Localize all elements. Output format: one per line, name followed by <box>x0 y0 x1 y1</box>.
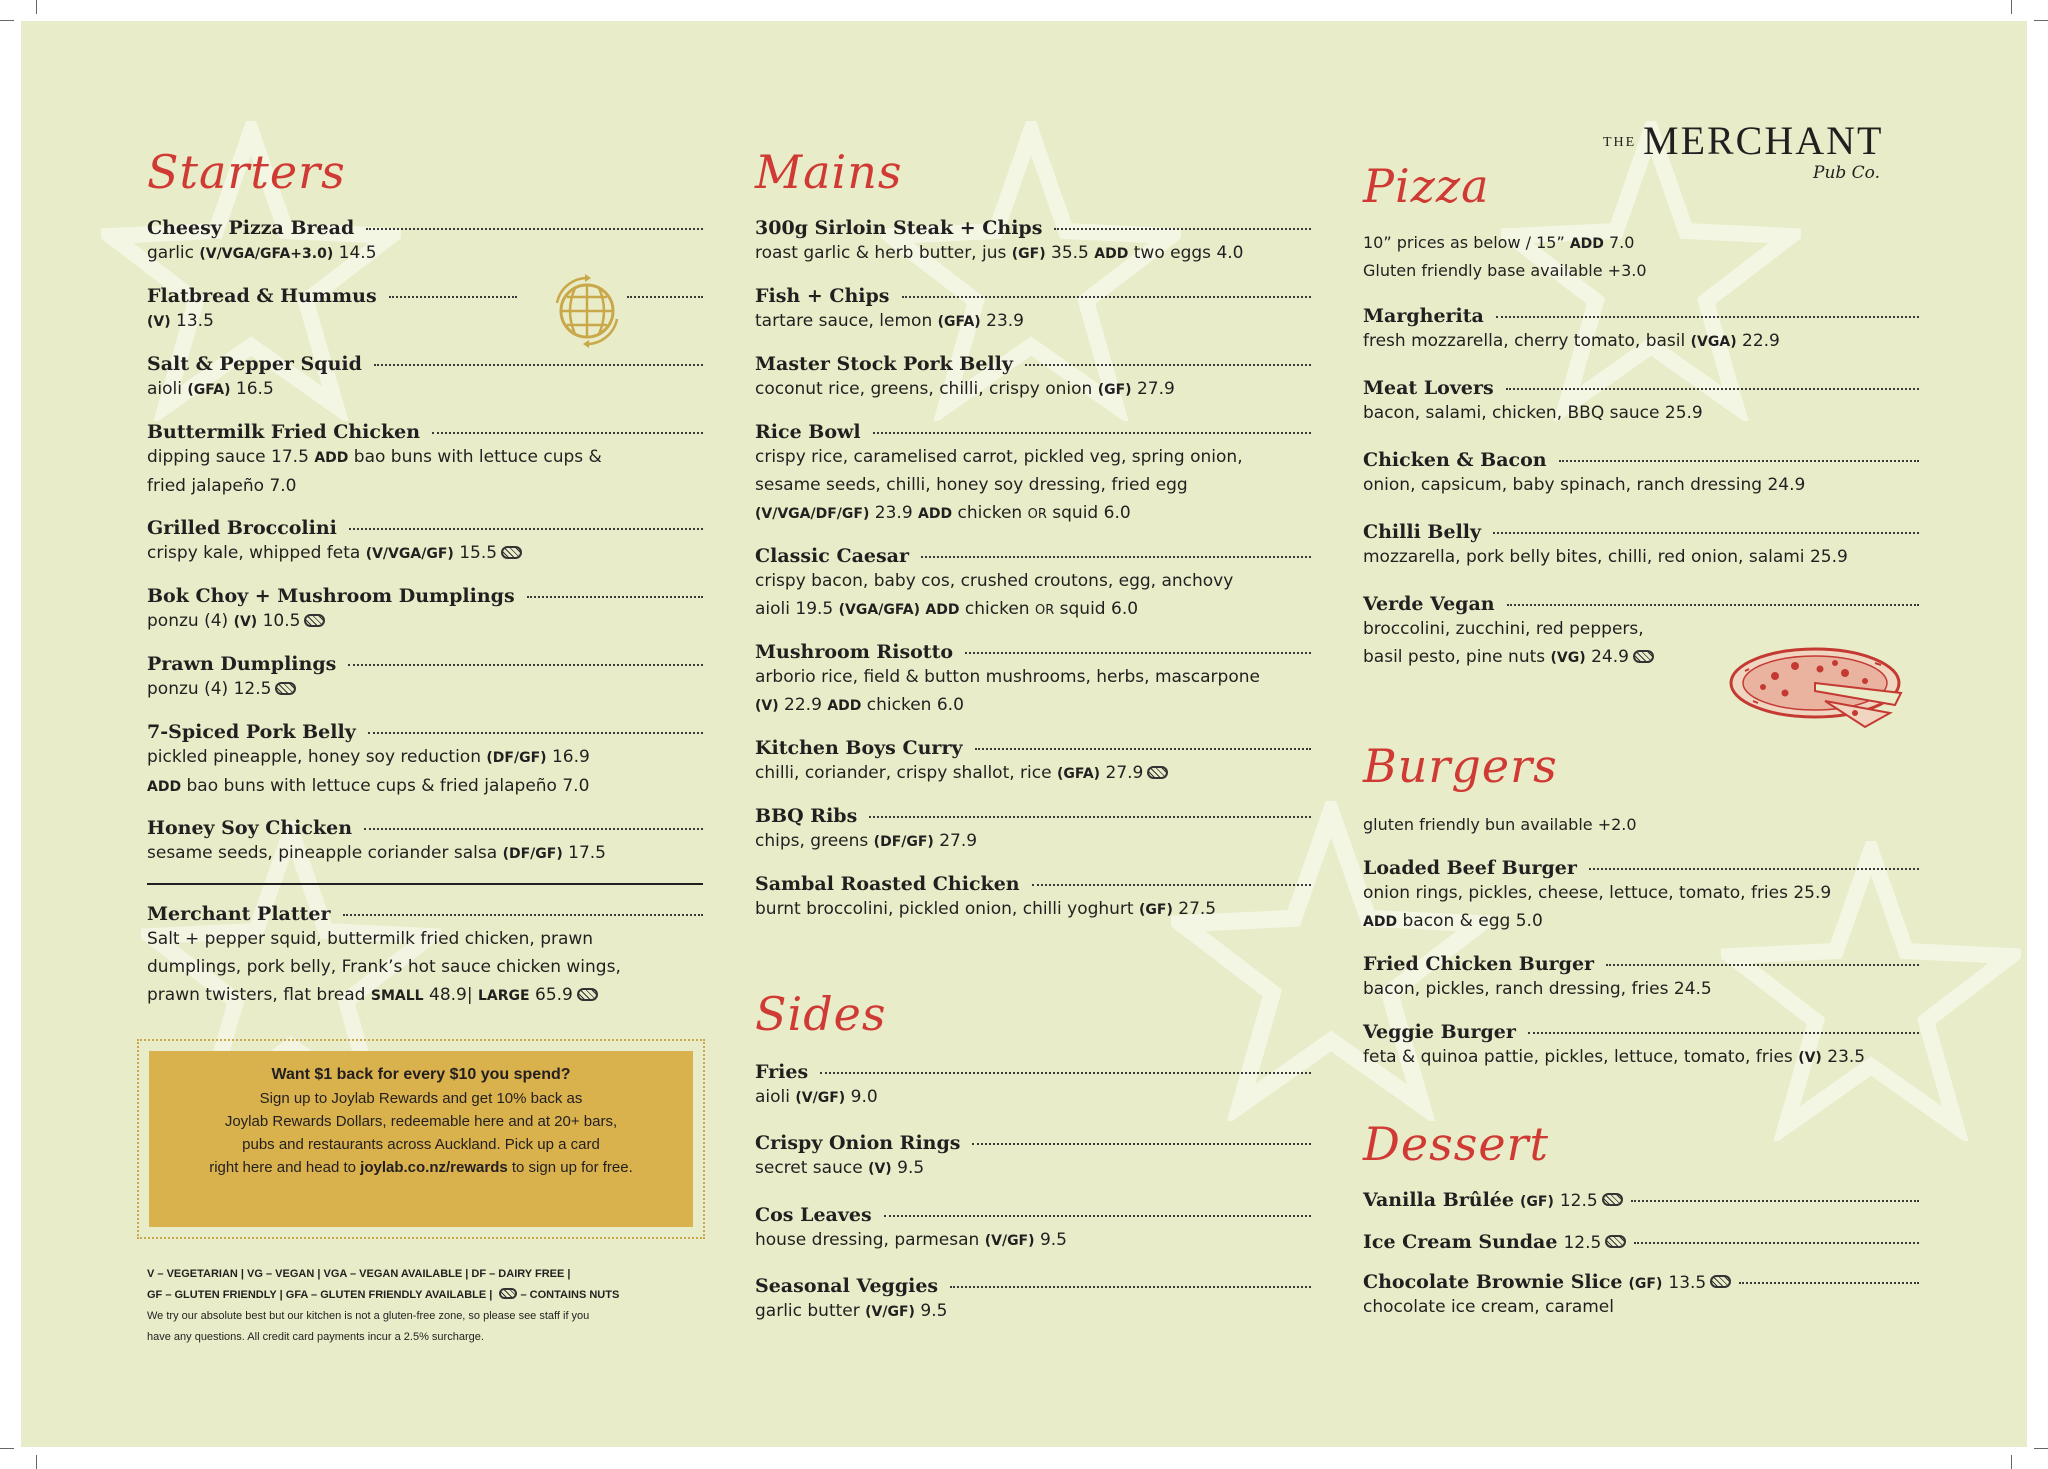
item-price: 13.5 <box>176 311 214 331</box>
item-tags: (V/GF) <box>984 1233 1035 1249</box>
item-price: 9.5 <box>1039 1230 1067 1250</box>
item-desc: crispy rice, caramelised carrot, pickled veg, spring onion, <box>755 447 1243 467</box>
item-tags: (GFA) <box>1057 766 1101 782</box>
promo-line: to sign up for free. <box>511 1159 633 1176</box>
item-price: 22.9 <box>784 695 822 715</box>
item-name: Rice Bowl <box>755 421 861 443</box>
leader-dots <box>1631 1200 1919 1202</box>
item-desc: garlic butter <box>755 1301 860 1321</box>
or-label: OR <box>1027 507 1047 522</box>
item-tags: (V) <box>755 698 779 714</box>
item-tags: (V/GF) <box>865 1304 915 1320</box>
crop-mark <box>2034 1448 2048 1449</box>
or-label: OR <box>1034 603 1055 618</box>
menu-item-master-stock-pork-belly <box>755 353 1311 404</box>
item-name: Mushroom Risotto <box>755 641 954 663</box>
leader-dots <box>1506 388 1919 390</box>
leader-dots <box>1496 316 1919 318</box>
item-tags: (V/GF) <box>795 1090 846 1106</box>
item-tags: (VG) <box>1550 650 1586 666</box>
item-price: 9.5 <box>920 1301 948 1321</box>
item-name: Classic Caesar <box>755 545 909 567</box>
menu-item-grilled-broccolini <box>147 517 703 568</box>
item-price: 27.9 <box>939 831 978 851</box>
leader-dots <box>1634 1242 1919 1244</box>
item-name: Cheesy Pizza Bread <box>147 217 355 239</box>
item-price: 27.5 <box>1178 899 1217 919</box>
menu-item-loaded-beef-burger <box>1363 857 1919 936</box>
item-desc: house dressing, parmesan <box>755 1230 980 1250</box>
item-name: Seasonal Veggies <box>755 1275 939 1297</box>
globe-icon <box>549 273 625 349</box>
burgers-heading: Burgers <box>1363 739 1558 793</box>
small-price: 48.9 <box>429 985 467 1005</box>
item-extra: chicken <box>964 599 1030 619</box>
leader-dots <box>1589 868 1919 870</box>
item-name: Prawn Dumplings <box>147 653 337 675</box>
item-desc: Salt + pepper squid, buttermilk fried chicken, prawn <box>147 929 594 949</box>
nut-icon <box>1147 766 1168 779</box>
crop-mark <box>2034 20 2048 21</box>
item-tags: (V/VGA/DF/GF) <box>755 506 870 522</box>
leader-dots <box>1054 228 1311 230</box>
item-extra: chicken 6.0 <box>866 695 964 715</box>
leader-dots <box>366 228 703 230</box>
add-label: ADD <box>827 698 862 714</box>
item-tags: (GFA) <box>937 314 981 330</box>
item-name: Loaded Beef Burger <box>1363 857 1577 879</box>
promo-line: right here and head to <box>209 1159 356 1176</box>
leader-dots <box>527 596 703 598</box>
leader-dots <box>368 732 703 734</box>
item-desc: fried jalapeño 7.0 <box>147 476 297 496</box>
leader-dots <box>972 1143 1311 1145</box>
menu-item-fish-chips <box>755 285 1311 336</box>
item-price: 35.5 <box>1051 243 1089 263</box>
add-label: ADD <box>918 506 953 522</box>
item-extra: chicken <box>957 503 1023 523</box>
legend-note: have any questions. All credit card payments incur a 2.5% surcharge. <box>147 1331 484 1343</box>
leader-dots <box>1559 460 1919 462</box>
nut-icon <box>1605 1235 1626 1248</box>
pizza-note-price: 7.0 <box>1609 233 1635 252</box>
item-tags: (V) <box>1798 1050 1822 1066</box>
nut-icon <box>304 614 325 627</box>
item-desc: aioli <box>147 379 182 399</box>
item-tags: (GF) <box>1628 1276 1663 1292</box>
leader-dots <box>1528 1032 1919 1034</box>
item-tags: (V) <box>868 1161 892 1177</box>
item-desc: burnt broccolini, pickled onion, chilli yoghurt <box>755 899 1134 919</box>
leader-dots <box>873 432 1311 434</box>
leader-dots <box>975 748 1312 750</box>
item-desc: arborio rice, field & button mushrooms, herbs, mascarpone <box>755 667 1260 687</box>
leader-dots <box>348 664 703 666</box>
item-desc: broccolini, zucchini, red peppers, <box>1363 619 1644 639</box>
item-desc: chips, greens <box>755 831 869 851</box>
item-desc: mozzarella, pork belly bites, chilli, red onion, salami 25.9 <box>1363 547 1848 567</box>
item-price: 23.9 <box>986 311 1024 331</box>
section-divider <box>147 883 703 885</box>
menu-item-kitchen-boys-curry <box>755 737 1311 788</box>
item-price: 27.9 <box>1136 379 1175 399</box>
crop-mark <box>2011 1455 2012 1469</box>
menu-item-rice-bowl <box>755 421 1311 529</box>
item-name: Sambal Roasted Chicken <box>755 873 1020 895</box>
menu-item-chocolate-brownie-slice <box>1363 1271 1919 1321</box>
item-price: 23.5 <box>1827 1047 1866 1067</box>
item-desc: aioli <box>755 1087 790 1107</box>
item-name: Veggie Burger <box>1363 1021 1516 1043</box>
item-price: 22.9 <box>1742 331 1780 351</box>
item-price: 13.5 <box>1668 1273 1707 1293</box>
item-name: Master Stock Pork Belly <box>755 353 1013 375</box>
leader-dots <box>869 816 1311 818</box>
sides-heading: Sides <box>755 987 887 1041</box>
item-name: Ice Cream Sundae <box>1363 1231 1558 1253</box>
item-extra: squid 6.0 <box>1052 503 1131 523</box>
nut-icon <box>1633 650 1654 663</box>
item-name: 300g Sirloin Steak + Chips <box>755 217 1043 239</box>
item-desc: pickled pineapple, honey soy reduction <box>147 747 481 767</box>
menu-item-cheesy-pizza-bread <box>147 217 703 268</box>
item-name: 7-Spiced Pork Belly <box>147 721 356 743</box>
menu-item-meat-lovers <box>1363 377 1919 427</box>
item-desc: basil pesto, pine nuts <box>1363 647 1546 667</box>
item-name: Margherita <box>1363 305 1484 327</box>
item-tags: (V/VGA/GF) <box>365 546 454 562</box>
item-tags: (DF/GF) <box>502 846 563 862</box>
item-tags: (GF) <box>1519 1194 1554 1210</box>
item-extra: squid 6.0 <box>1059 599 1139 619</box>
item-desc: garlic <box>147 243 194 263</box>
menu-item-crispy-onion-rings <box>755 1132 1311 1183</box>
pizza-illustration <box>1725 641 1905 731</box>
item-desc: coconut rice, greens, chilli, crispy onion <box>755 379 1093 399</box>
leader-dots <box>965 652 1311 654</box>
leader-dots <box>921 556 1311 558</box>
item-desc: prawn twisters, flat bread <box>147 985 366 1005</box>
item-name: Verde Vegan <box>1363 593 1495 615</box>
item-price: 27.9 <box>1105 763 1144 783</box>
menu-item-sirloin-steak <box>755 217 1311 268</box>
crop-mark <box>0 20 14 21</box>
item-name: Meat Lovers <box>1363 377 1494 399</box>
mains-heading: Mains <box>755 145 903 199</box>
dietary-legend <box>147 1264 707 1348</box>
menu-item-veggie-burger <box>1363 1021 1919 1072</box>
menu-item-flatbread-hummus <box>147 285 703 336</box>
menu-item-fries <box>755 1061 1311 1112</box>
brand-name: MERCHANT <box>1643 118 1884 163</box>
starters-heading: Starters <box>147 145 346 199</box>
item-price: 14.5 <box>338 243 377 263</box>
add-label: ADD <box>1569 236 1604 252</box>
menu-item-bok-choy-dumplings <box>147 585 703 636</box>
menu-page <box>21 21 2027 1447</box>
legend-note: We try our absolute best but our kitchen is not a gluten-free zone, so please see staff if you <box>147 1310 590 1322</box>
nut-icon <box>501 546 522 559</box>
item-desc: bao buns with lettuce cups & <box>353 447 602 467</box>
item-name: Crispy Onion Rings <box>755 1132 961 1154</box>
item-price: 10.5 <box>262 611 301 631</box>
size-large-label: LARGE <box>478 988 530 1004</box>
item-name: Merchant Platter <box>147 903 331 925</box>
nut-icon <box>1710 1275 1731 1288</box>
item-desc: dipping sauce 17.5 <box>147 447 309 467</box>
add-label: ADD <box>314 450 349 466</box>
brand-sub: Pub Co. <box>1813 163 1881 183</box>
promo-line: Sign up to Joylab Rewards and get 10% back as <box>259 1090 583 1107</box>
item-desc: roast garlic & herb butter, jus <box>755 243 1007 263</box>
leader-dots <box>884 1215 1311 1217</box>
leader-dots <box>1032 884 1311 886</box>
brand-logo <box>1603 117 1923 197</box>
promo-line: Joylab Rewards Dollars, redeemable here and at 20+ bars, <box>224 1113 618 1130</box>
leader-dots <box>1507 604 1919 606</box>
item-tags: (GFA) <box>187 382 231 398</box>
item-desc: feta & quinoa pattie, pickles, lettuce, tomato, fries <box>1363 1047 1793 1067</box>
item-price: 9.0 <box>850 1087 878 1107</box>
item-name: Kitchen Boys Curry <box>755 737 963 759</box>
item-name: BBQ Ribs <box>755 805 858 827</box>
item-tags: (V) <box>147 314 171 330</box>
menu-item-cos-leaves <box>755 1204 1311 1255</box>
nut-icon <box>577 988 598 1001</box>
rewards-promo-panel <box>149 1051 693 1227</box>
item-tags: (VGA/GFA) <box>838 602 921 618</box>
item-tags: (DF/GF) <box>873 834 934 850</box>
menu-item-margherita <box>1363 305 1919 356</box>
item-name: Bok Choy + Mushroom Dumplings <box>147 585 515 607</box>
crop-mark <box>36 0 37 14</box>
nut-icon <box>1602 1193 1623 1206</box>
dessert-heading: Dessert <box>1363 1117 1550 1171</box>
item-desc: onion, capsicum, baby spinach, ranch dressing 24.9 <box>1363 475 1806 495</box>
leader-dots <box>627 296 703 298</box>
item-name: Chicken & Bacon <box>1363 449 1547 471</box>
item-desc: sesame seeds, pineapple coriander salsa <box>147 843 498 863</box>
menu-item-ice-cream-sundae <box>1363 1231 1919 1253</box>
item-price: 9.5 <box>897 1158 925 1178</box>
menu-item-mushroom-risotto <box>755 641 1311 720</box>
item-desc: ponzu (4) <box>147 611 229 631</box>
leader-dots <box>820 1072 1311 1074</box>
legend-line: V – VEGETARIAN | VG – VEGAN | VGA – VEGAN AVAILABLE | DF – DAIRY FREE | <box>147 1268 571 1280</box>
menu-item-classic-caesar <box>755 545 1311 625</box>
menu-item-chilli-belly <box>1363 521 1919 571</box>
item-extra: bacon & egg 5.0 <box>1402 911 1543 931</box>
leader-dots <box>364 828 703 830</box>
menu-item-sambal-roasted-chicken <box>755 873 1311 924</box>
rewards-promo-box <box>137 1039 705 1239</box>
item-desc: bacon, pickles, ranch dressing, fries 24.5 <box>1363 979 1712 999</box>
crop-mark <box>2011 0 2012 14</box>
leader-dots <box>389 296 517 298</box>
pizza-gf-note: Gluten friendly base available +3.0 <box>1363 261 1647 280</box>
menu-item-vanilla-brulee <box>1363 1189 1919 1211</box>
pizza-note-text: 10” prices as below / 15” <box>1363 233 1565 252</box>
item-desc: tartare sauce, lemon <box>755 311 933 331</box>
nut-icon <box>275 682 296 695</box>
item-desc: dumplings, pork belly, Frank’s hot sauce chicken wings, <box>147 957 621 977</box>
leader-dots <box>1739 1282 1919 1284</box>
item-tags: (V) <box>233 614 258 630</box>
promo-title: Want $1 back for every $10 you spend? <box>271 1066 571 1083</box>
item-desc: fresh mozzarella, cherry tomato, basil <box>1363 331 1686 351</box>
menu-item-fried-chicken-burger <box>1363 953 1919 1003</box>
add-label: ADD <box>1094 246 1129 262</box>
leader-dots <box>950 1286 1311 1288</box>
item-desc: onion rings, pickles, cheese, lettuce, tomato, fries 25.9 <box>1363 883 1832 903</box>
item-name: Chilli Belly <box>1363 521 1482 543</box>
mains-column <box>755 21 1311 1447</box>
menu-item-merchant-platter: Merchant Platter Salt + pepper squid, buttermilk fried chicken, prawn dumplings, pork belly, Frank’s hot sauce chicken wings, prawn twisters, flat bread SMALL 48.9| LARGE 65.9 <box>147 903 703 1010</box>
crop-mark <box>36 1455 37 1469</box>
item-name: Fish + Chips <box>755 285 890 307</box>
menu-item-salt-pepper-squid <box>147 353 703 404</box>
item-desc: secret sauce <box>755 1158 863 1178</box>
menu-item-chicken-bacon <box>1363 449 1919 499</box>
leader-dots <box>902 296 1311 298</box>
item-name: Cos Leaves <box>755 1204 872 1226</box>
item-name: Fried Chicken Burger <box>1363 953 1595 975</box>
item-price: 15.5 <box>459 543 498 563</box>
item-tags: (V/VGA/GFA+3.0) <box>199 246 334 262</box>
crop-mark <box>0 1448 14 1449</box>
leader-dots <box>1493 532 1919 534</box>
item-desc: chocolate ice cream, caramel <box>1363 1297 1614 1317</box>
item-price: 16.5 <box>235 379 274 399</box>
leader-dots <box>349 528 703 530</box>
leader-dots <box>1606 964 1919 966</box>
menu-item-spiced-pork-belly <box>147 721 703 801</box>
item-tags: (VGA) <box>1690 334 1737 350</box>
item-name: Vanilla Brûlée <box>1363 1189 1514 1211</box>
item-desc: crispy kale, whipped feta <box>147 543 361 563</box>
item-desc: chilli, coriander, crispy shallot, rice <box>755 763 1052 783</box>
size-small-label: SMALL <box>370 988 424 1004</box>
add-label: ADD <box>147 779 182 795</box>
rewards-link[interactable]: joylab.co.nz/rewards <box>360 1159 508 1176</box>
add-label: ADD <box>925 602 960 618</box>
item-name: Salt & Pepper Squid <box>147 353 362 375</box>
add-label: ADD <box>1363 914 1398 930</box>
burgers-gf-note: gluten friendly bun available +2.0 <box>1363 815 1637 834</box>
menu-item-honey-soy-chicken <box>147 817 703 868</box>
item-tags: (GF) <box>1011 246 1046 262</box>
item-name: Grilled Broccolini <box>147 517 337 539</box>
leader-dots <box>374 364 703 366</box>
starters-column <box>147 21 703 1447</box>
item-tags: (GF) <box>1097 382 1132 398</box>
item-desc: bacon, salami, chicken, BBQ sauce 25.9 <box>1363 403 1703 423</box>
item-name: Chocolate Brownie Slice <box>1363 1271 1623 1293</box>
item-name: Flatbread & Hummus <box>147 285 377 307</box>
item-price: 12.5 <box>1563 1233 1602 1253</box>
item-price: 12.5 <box>1559 1191 1598 1211</box>
legend-line: GF – GLUTEN FRIENDLY | GFA – GLUTEN FRIENDLY AVAILABLE | <box>147 1289 493 1301</box>
item-desc: bao buns with lettuce cups & fried jalapeño 7.0 <box>186 776 590 796</box>
promo-line: pubs and restaurants across Auckland. Pick up a card <box>242 1136 600 1153</box>
item-desc: ponzu (4) <box>147 679 229 699</box>
item-tags: (GF) <box>1139 902 1173 918</box>
item-tags: (DF/GF) <box>486 750 547 766</box>
pizza-heading: Pizza <box>1363 159 1490 213</box>
legend-line: – CONTAINS NUTS <box>520 1289 620 1301</box>
menu-item-buttermilk-fried-chicken <box>147 421 703 500</box>
item-desc: crispy bacon, baby cos, crushed croutons, egg, anchovy <box>755 571 1234 591</box>
item-price: 16.9 <box>551 747 590 767</box>
item-name: Honey Soy Chicken <box>147 817 353 839</box>
item-name: Fries <box>755 1061 809 1083</box>
pizza-size-note <box>1363 229 1634 258</box>
item-price: 23.9 <box>874 503 913 523</box>
item-desc: sesame seeds, chilli, honey soy dressing, fried egg <box>755 475 1188 495</box>
item-name: Buttermilk Fried Chicken <box>147 421 421 443</box>
large-price: 65.9 <box>535 985 573 1005</box>
nut-icon <box>499 1288 517 1299</box>
item-price: 17.5 <box>568 843 606 863</box>
item-price: 12.5 <box>233 679 272 699</box>
menu-item-bbq-ribs <box>755 805 1311 856</box>
menu-item-prawn-dumplings <box>147 653 703 703</box>
item-price: 24.9 <box>1591 647 1629 667</box>
leader-dots <box>1025 364 1311 366</box>
leader-dots <box>343 914 704 916</box>
leader-dots <box>432 432 703 434</box>
menu-item-seasonal-veggies <box>755 1275 1311 1326</box>
brand-the: THE <box>1603 135 1637 150</box>
item-desc: aioli 19.5 <box>755 599 834 619</box>
pizza-column <box>1363 21 1919 1447</box>
item-extra: two eggs 4.0 <box>1133 243 1244 263</box>
